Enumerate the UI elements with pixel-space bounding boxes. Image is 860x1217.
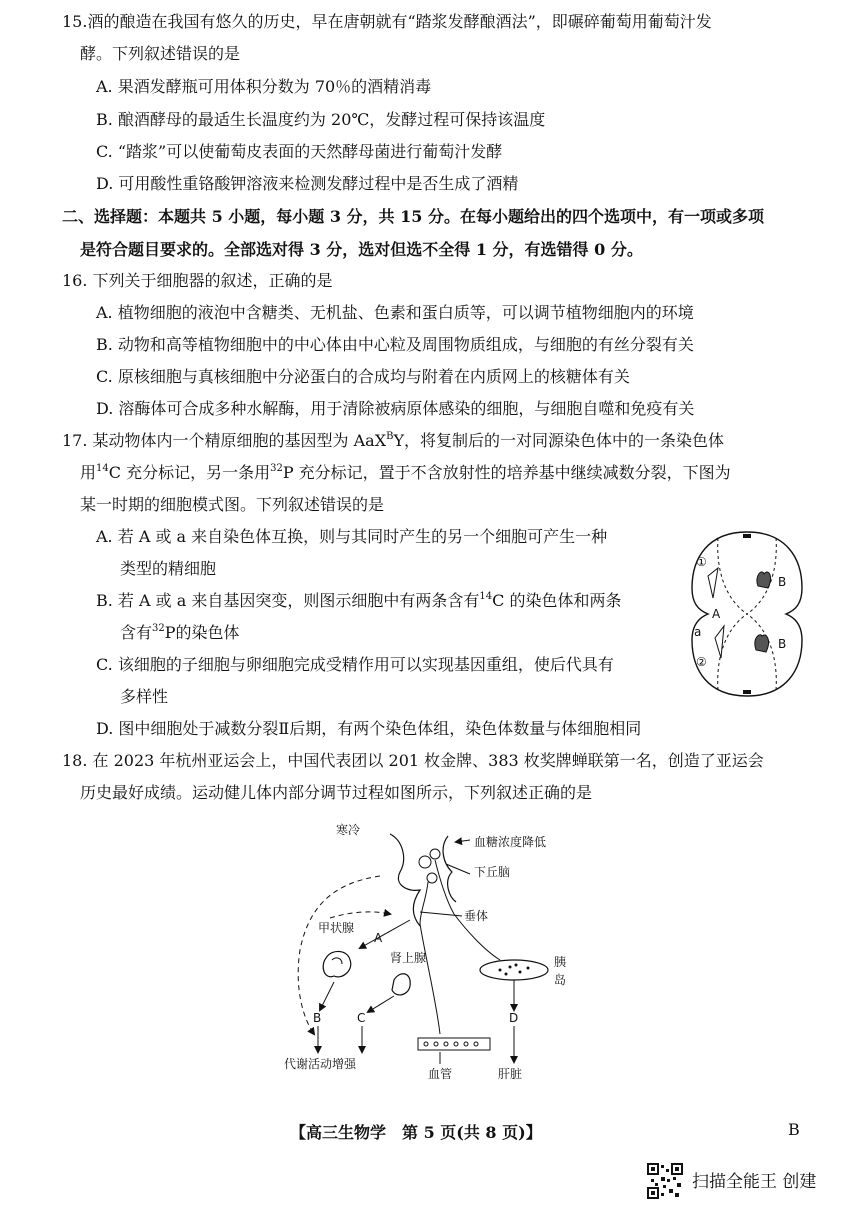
q16-option-d: D. 溶酶体可合成多种水解酶，用于清除被病原体感染的细胞，与细胞自噬和免疫有关	[96, 399, 695, 418]
label-glucose-drop: 血糖浓度降低	[474, 835, 547, 849]
q17-option-c-line2: 多样性	[120, 687, 169, 706]
label-1: ①	[696, 555, 707, 569]
section2-line1: 二、选择题：本题共 5 小题，每小题 3 分，共 15 分。在每小题给出的四个选项中，有一项或多项	[62, 207, 764, 226]
label-thyroid: 甲状腺	[318, 921, 355, 935]
label-2: ②	[696, 655, 707, 669]
chromosome-2	[715, 626, 724, 658]
q15-option-b: B. 酿酒酵母的最适生长温度约为 20℃，发酵过程可保持该温度	[96, 110, 546, 129]
label-hypothalamus: 下丘脑	[474, 865, 511, 879]
label-liver: 肝脏	[498, 1067, 523, 1081]
q17-option-a-line1: A. 若 A 或 a 来自染色体互换，则与其同时产生的另一个细胞可产生一种	[96, 527, 608, 546]
pituitary-pointer	[420, 912, 462, 916]
section2-line2: 是符合题目要求的。全部选对得 3 分，选对但选不全得 1 分，有选错得 0 分。	[80, 240, 643, 259]
label-pituitary: 垂体	[464, 909, 489, 923]
brain-outline	[390, 834, 420, 926]
neuron-axon	[435, 860, 454, 914]
q16-option-b: B. 动物和高等植物细胞中的中心体由中心粒及周围物质组成，与细胞的有丝分裂有关	[96, 335, 694, 354]
q18-stem-line2: 历史最好成绩。运动健儿体内部分调节过程如图所示，下列叙述正确的是	[80, 783, 593, 802]
q15-stem-line1: 15.酒的酿造在我国有悠久的历史，早在唐朝就有“踏浆发酵酿酒法”，即碾碎葡萄用葡萄汁发	[62, 12, 712, 31]
label-D: D	[509, 1011, 519, 1025]
label-B: B	[313, 1011, 322, 1025]
q17-option-c-line1: C. 该细胞的子细胞与卵细胞完成受精作用可以实现基因重组，使后代具有	[96, 655, 614, 674]
q17-option-a-line2: 类型的精细胞	[120, 559, 217, 578]
arrow-thyroid-B	[320, 982, 334, 1010]
chromosome-b-top	[757, 572, 771, 588]
centrosome-bottom	[743, 690, 751, 694]
centrosome-top	[743, 534, 751, 538]
label-pancreas-1: 胰	[554, 955, 567, 969]
q17-cell-diagram	[688, 528, 806, 700]
label-A: A	[374, 931, 383, 945]
arrow-A	[360, 920, 410, 948]
q18-regulation-diagram	[270, 820, 600, 1090]
adrenal-shape	[392, 974, 410, 995]
thyroid-shape	[323, 951, 351, 976]
spindle-fiber	[718, 538, 747, 614]
chromosome-1	[708, 568, 718, 598]
q18-stem-line1: 18. 在 2023 年杭州亚运会上，中国代表团以 201 枚金牌、383 枚奖牌蝉联第一名，创造了亚运会	[62, 751, 764, 770]
spindle-fiber	[747, 614, 776, 690]
neuron	[427, 873, 437, 883]
neuron	[430, 849, 440, 859]
page-footer: 【高三生物学 第 5 页(共 8 页)】	[290, 1123, 542, 1142]
version-label: B	[788, 1120, 800, 1139]
label-pancreas-2: 岛	[554, 973, 567, 987]
label-metabolism: 代谢活动增强	[284, 1057, 357, 1071]
label-gene-B-top: B	[778, 575, 787, 589]
q15-option-a: A. 果酒发酵瓶可用体积分数为 70％的酒精消毒	[96, 77, 432, 96]
q15-option-c: C. “踏浆”可以使葡萄皮表面的天然酵母菌进行葡萄汁发酵	[96, 142, 503, 161]
pancreas-islet	[480, 960, 548, 980]
neuron	[419, 856, 431, 868]
neuron-axon	[420, 882, 428, 924]
glucose-arrow	[456, 840, 470, 842]
q17-stem-line1: 17. 某动物体内一个精原细胞的基因型为 AaX$^B$Y，将复制后的一对同源染色体中的一条染色体	[62, 431, 725, 450]
arrow-adrenal-C	[368, 996, 394, 1012]
q15-option-d: D. 可用酸性重铬酸钾溶液来检测发酵过程中是否生成了酒精	[96, 174, 519, 193]
q17-option-b-line2: 含有$^{32}$P的染色体	[120, 623, 240, 642]
label-C: C	[357, 1011, 366, 1025]
q16-stem: 16. 下列关于细胞器的叙述，正确的是	[62, 271, 333, 290]
q17-option-d: D. 图中细胞处于减数分裂Ⅱ后期，有两个染色体组，染色体数量与体细胞相同	[96, 719, 642, 738]
q16-option-c: C. 原核细胞与真核细胞中分泌蛋白的合成均与附着在内质网上的核糖体有关	[96, 367, 630, 386]
label-adrenal: 肾上腺	[390, 951, 427, 965]
brain-outline-right	[443, 836, 456, 902]
label-gene-A: A	[712, 607, 721, 621]
nerve-to-vessel	[420, 924, 440, 1034]
label-cold: 寒冷	[336, 823, 361, 837]
q15-stem-line2: 酵。下列叙述错误的是	[80, 44, 241, 63]
label-gene-a: a	[694, 625, 702, 639]
q17-stem-line3: 某一时期的细胞模式图。下列叙述错误的是	[80, 495, 385, 514]
qr-code-icon	[647, 1163, 683, 1199]
label-gene-B-bottom: B	[778, 637, 787, 651]
spindle-fiber	[718, 614, 747, 690]
chromosome-b-bottom	[755, 635, 769, 652]
feedback-dashed-2	[330, 912, 390, 918]
q16-option-a: A. 植物细胞的液泡中含糖类、无机盐、色素和蛋白质等，可以调节植物细胞内的环境	[96, 303, 694, 322]
q17-option-b-line1: B. 若 A 或 a 来自基因突变，则图示细胞中有两条含有$^{14}$C 的染色体和两条	[96, 591, 622, 610]
q17-stem-line2: 用$^{14}$C 充分标记，另一条用$^{32}$P 充分标记，置于不含放射性的培养基中继续减数分裂，下图为	[80, 463, 731, 482]
scanner-watermark: 扫描全能王 创建	[692, 1172, 817, 1192]
label-vessel: 血管	[428, 1067, 453, 1081]
